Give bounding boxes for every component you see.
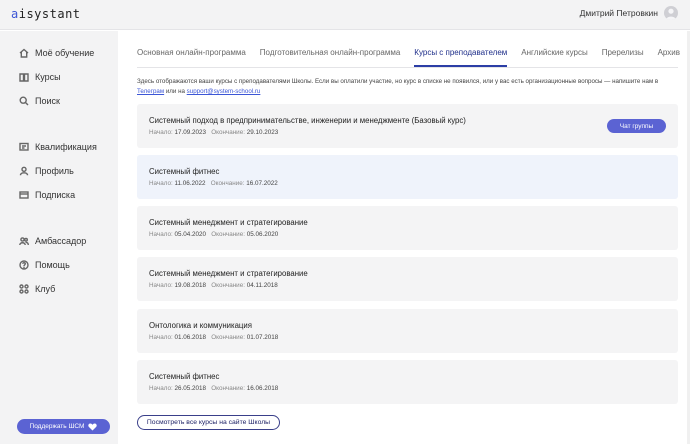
- sidebar-item-help[interactable]: [19, 260, 70, 270]
- club-icon: [19, 284, 29, 294]
- top-bar: [0, 0, 690, 30]
- course-card[interactable]: [137, 257, 678, 301]
- end-label: Окончание:: [210, 180, 245, 187]
- users-icon: [19, 236, 29, 246]
- help-icon: [19, 260, 29, 270]
- course-title: Системный менеджмент и стратегирование: [149, 218, 308, 227]
- sidebar-item-qualification[interactable]: [19, 142, 97, 152]
- sidebar-item-label: Поиск: [35, 96, 60, 106]
- sidebar-item-profile[interactable]: [19, 166, 74, 176]
- end-label: Окончание:: [211, 231, 245, 238]
- tabs-divider: [137, 67, 678, 68]
- book-icon: [19, 72, 29, 82]
- intro-text-part: или на: [164, 88, 187, 95]
- logo-text: isystant: [18, 7, 81, 21]
- course-title: Онтологика и коммуникация: [149, 321, 252, 330]
- course-title: Системный подход в предпринимательстве, инженерии и менеджменте (Базовый курс): [149, 116, 466, 125]
- tab-teacher-courses[interactable]: Курсы с преподавателем: [414, 47, 514, 67]
- sidebar-item-my-learning[interactable]: [19, 48, 94, 58]
- start-date: 05.04.2020: [174, 231, 206, 238]
- start-date: 26.05.2018: [174, 385, 206, 392]
- course-title: Системный фитнес: [149, 372, 220, 381]
- intro-text: [137, 77, 677, 97]
- sidebar-item-label: Помощь: [35, 260, 70, 270]
- end-date: 01.07.2018: [246, 334, 279, 341]
- start-label: Начало:: [149, 129, 173, 136]
- user-name: Дмитрий Петровкин: [579, 8, 658, 18]
- course-card[interactable]: [137, 155, 678, 199]
- course-card[interactable]: [137, 104, 678, 148]
- certificate-icon: [19, 142, 29, 152]
- telegram-link[interactable]: Телеграм: [137, 88, 165, 95]
- tab-main-program[interactable]: Основная онлайн-программа: [137, 48, 246, 57]
- group-chat-button[interactable]: Чат группы: [607, 119, 666, 133]
- course-dates: [149, 129, 278, 136]
- sidebar-item-label: Курсы: [35, 72, 61, 82]
- start-date: 01.06.2018: [174, 334, 206, 341]
- intro-text-part: Здесь отображаются ваши курсы с преподавателями Школы. Если вы оплатили участие, но курс в списке не появился, или у вас есть организационные вопросы — напишите нам в: [137, 78, 659, 85]
- sidebar-item-search[interactable]: [19, 96, 60, 106]
- tab-prep-program[interactable]: Подготовительная онлайн-программа: [259, 48, 401, 57]
- end-date: 04.11.2018: [246, 282, 278, 289]
- course-dates: [149, 231, 278, 238]
- sidebar-item-label: Амбассадор: [35, 236, 87, 246]
- support-button[interactable]: [17, 419, 110, 434]
- course-dates: [149, 282, 278, 289]
- sidebar-item-label: Квалификация: [35, 142, 97, 152]
- sidebar-item-subscription[interactable]: [19, 190, 75, 200]
- tab-bar: [137, 47, 690, 67]
- end-label: Окончание:: [211, 129, 245, 136]
- course-dates: [149, 334, 278, 341]
- home-icon: [19, 48, 29, 58]
- end-date: 29.10.2023: [246, 129, 279, 136]
- end-label: Окончание:: [211, 282, 245, 289]
- start-label: Начало:: [149, 282, 173, 289]
- sidebar-item-label: Профиль: [35, 166, 74, 176]
- tab-archive[interactable]: Архив: [657, 48, 680, 57]
- logo[interactable]: [11, 7, 81, 21]
- end-label: Окончание:: [211, 385, 245, 392]
- user-icon: [19, 166, 29, 176]
- start-date: 17.09.2023: [174, 129, 206, 136]
- course-title: Системный менеджмент и стратегирование: [149, 269, 308, 278]
- end-date: 16.06.2018: [246, 385, 279, 392]
- start-label: Начало:: [149, 385, 173, 392]
- tab-prereleases[interactable]: Пререлизы: [601, 48, 644, 57]
- end-date: 05.06.2020: [246, 231, 279, 238]
- start-label: Начало:: [149, 180, 173, 187]
- avatar: [664, 6, 678, 20]
- start-date: 11.06.2022: [174, 180, 206, 187]
- sidebar-item-label: Клуб: [35, 284, 56, 294]
- course-dates: [149, 180, 278, 187]
- logo-accent: a: [11, 7, 19, 21]
- main-content: [118, 31, 690, 444]
- sidebar-item-label: Моё обучение: [35, 48, 95, 58]
- course-dates: [149, 385, 278, 392]
- sidebar: [0, 31, 118, 444]
- card-icon: [19, 190, 29, 200]
- start-date: 19.08.2018: [174, 282, 206, 289]
- sidebar-item-label: Подписка: [35, 190, 76, 200]
- course-title: Системный фитнес: [149, 167, 220, 176]
- support-email-link[interactable]: support@system-school.ru: [186, 88, 261, 95]
- course-card[interactable]: [137, 360, 678, 404]
- sidebar-item-club[interactable]: [19, 284, 55, 294]
- start-label: Начало:: [149, 231, 173, 238]
- user-menu[interactable]: [580, 6, 678, 20]
- course-card[interactable]: [137, 206, 678, 250]
- start-label: Начало:: [149, 334, 173, 341]
- end-label: Окончание:: [211, 334, 245, 341]
- support-button-label: Поддержать ШСМ: [29, 423, 85, 430]
- all-courses-button[interactable]: Посмотреть все курсы на сайте Школы: [137, 415, 280, 430]
- end-date: 16.07.2022: [246, 180, 278, 187]
- heart-icon: [88, 423, 97, 431]
- sidebar-item-ambassador[interactable]: [19, 236, 86, 246]
- search-icon: [19, 96, 29, 106]
- sidebar-item-courses[interactable]: [19, 72, 61, 82]
- course-card[interactable]: [137, 309, 678, 353]
- tab-english-courses[interactable]: Английские курсы: [521, 48, 588, 57]
